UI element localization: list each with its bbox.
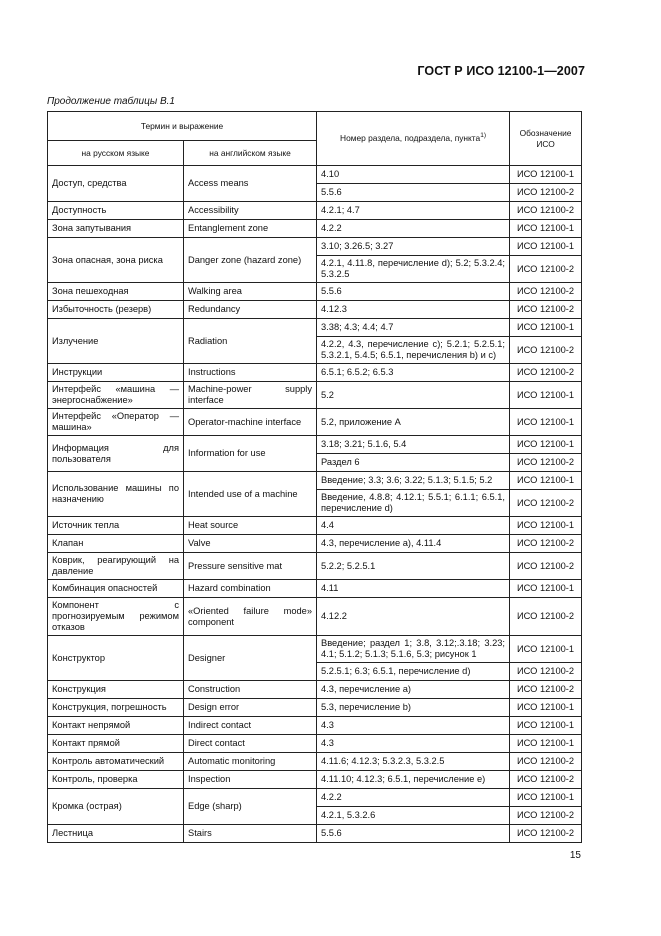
section-ref: 4.2.1; 4.7	[317, 202, 510, 220]
iso-designation: ИСО 12100-1	[510, 220, 582, 238]
section-ref: 5.5.6	[317, 825, 510, 843]
iso-designation: ИСО 12100-1	[510, 735, 582, 753]
table-row	[48, 789, 582, 807]
term-ru: Использование машины по назначению	[48, 472, 184, 517]
iso-designation: ИСО 12100-2	[510, 663, 582, 681]
term-en: Entanglement zone	[184, 220, 317, 238]
section-ref: 4.2.1, 5.3.2.6	[317, 807, 510, 825]
term-en: Access means	[184, 166, 317, 202]
section-ref: 5.2.5.1; 6.3; 6.5.1, перечисление d)	[317, 663, 510, 681]
table-row	[48, 166, 582, 184]
section-ref: 4.3, перечисление a), 4.11.4	[317, 535, 510, 553]
iso-designation: ИСО 12100-2	[510, 753, 582, 771]
term-ru: Информация для пользователя	[48, 436, 184, 472]
iso-designation: ИСО 12100-1	[510, 636, 582, 663]
table-row	[48, 319, 582, 337]
term-en: Stairs	[184, 825, 317, 843]
section-ref: Раздел 6	[317, 454, 510, 472]
iso-designation: ИСО 12100-1	[510, 580, 582, 598]
table-row	[48, 202, 582, 220]
section-ref: 4.12.3	[317, 301, 510, 319]
table-row	[48, 580, 582, 598]
section-ref: 4.2.2	[317, 220, 510, 238]
table-row	[48, 382, 582, 409]
section-ref: 5.5.6	[317, 184, 510, 202]
term-en: Pressure sensitive mat	[184, 553, 317, 580]
iso-designation: ИСО 12100-1	[510, 472, 582, 490]
term-en: Hazard combination	[184, 580, 317, 598]
section-ref: 3.18; 3.21; 5.1.6, 5.4	[317, 436, 510, 454]
iso-designation: ИСО 12100-1	[510, 436, 582, 454]
term-en: Redundancy	[184, 301, 317, 319]
header-en: на английском языке	[184, 141, 317, 166]
table-row	[48, 364, 582, 382]
table-row	[48, 825, 582, 843]
table-row	[48, 283, 582, 301]
term-en: Intended use of a machine	[184, 472, 317, 517]
document-title: ГОСТ Р ИСО 12100-1—2007	[417, 64, 585, 78]
iso-designation: ИСО 12100-2	[510, 202, 582, 220]
term-ru: Доступ, средства	[48, 166, 184, 202]
term-ru: Зона пешеходная	[48, 283, 184, 301]
term-en: Direct contact	[184, 735, 317, 753]
term-ru: Избыточность (резерв)	[48, 301, 184, 319]
iso-designation: ИСО 12100-1	[510, 789, 582, 807]
term-en: Indirect contact	[184, 717, 317, 735]
iso-designation: ИСО 12100-2	[510, 301, 582, 319]
iso-designation: ИСО 12100-2	[510, 535, 582, 553]
iso-designation: ИСО 12100-2	[510, 553, 582, 580]
section-ref: 4.3	[317, 717, 510, 735]
iso-designation: ИСО 12100-2	[510, 825, 582, 843]
section-ref: 4.2.1, 4.11.8, перечисление d); 5.2; 5.3.2.4; 5.3.2.5	[317, 256, 510, 283]
table-row	[48, 409, 582, 436]
iso-designation: ИСО 12100-2	[510, 807, 582, 825]
section-ref: 4.3	[317, 735, 510, 753]
iso-designation: ИСО 12100-2	[510, 490, 582, 517]
term-ru: Интерфейс «Оператор — машина»	[48, 409, 184, 436]
table-caption: Продолжение таблицы В.1	[47, 96, 175, 107]
term-ru: Компонент с прогнозируемым режимом отказов	[48, 598, 184, 636]
term-ru: Коврик, реагирующий на давление	[48, 553, 184, 580]
term-ru: Инструкции	[48, 364, 184, 382]
term-en: Design error	[184, 699, 317, 717]
term-en: Instructions	[184, 364, 317, 382]
term-en: Information for use	[184, 436, 317, 472]
term-ru: Доступность	[48, 202, 184, 220]
term-ru: Кромка (острая)	[48, 789, 184, 825]
section-ref: 5.2, приложение А	[317, 409, 510, 436]
header-section-footnote: 1)	[480, 132, 486, 140]
term-en: Danger zone (hazard zone)	[184, 238, 317, 283]
term-ru: Источник тепла	[48, 517, 184, 535]
section-ref: Введение; 3.3; 3.6; 3.22; 5.1.3; 5.1.5; 5.2	[317, 472, 510, 490]
iso-designation: ИСО 12100-1	[510, 699, 582, 717]
page-number: 15	[569, 850, 581, 861]
iso-designation: ИСО 12100-2	[510, 283, 582, 301]
table-row	[48, 517, 582, 535]
iso-designation: ИСО 12100-1	[510, 409, 582, 436]
term-ru: Конструкция, погрешность	[48, 699, 184, 717]
section-ref: 4.11.10; 4.12.3; 6.5.1, перечисление e)	[317, 771, 510, 789]
table-row	[48, 598, 582, 636]
iso-designation: ИСО 12100-2	[510, 598, 582, 636]
section-ref: 3.10; 3.26.5; 3.27	[317, 238, 510, 256]
term-ru: Зона запутывания	[48, 220, 184, 238]
section-ref: 3.38; 4.3; 4.4; 4.7	[317, 319, 510, 337]
term-en: Radiation	[184, 319, 317, 364]
term-en: Valve	[184, 535, 317, 553]
iso-designation: ИСО 12100-1	[510, 717, 582, 735]
table-row	[48, 753, 582, 771]
iso-designation: ИСО 12100-1	[510, 517, 582, 535]
table-row	[48, 238, 582, 256]
terms-table	[47, 111, 582, 843]
term-en: Heat source	[184, 517, 317, 535]
section-ref: Введение, 4.8.8; 4.12.1; 5.5.1; 6.1.1; 6.5.1, перечисление d)	[317, 490, 510, 517]
term-en: Machine-power supply interface	[184, 382, 317, 409]
term-en: Designer	[184, 636, 317, 681]
section-ref: Введение; раздел 1; 3.8, 3.12;.3.18; 3.23; 4.1; 5.1.2; 5.1.3; 5.1.6, 5.3; рисунок 1	[317, 636, 510, 663]
iso-designation: ИСО 12100-2	[510, 364, 582, 382]
iso-designation: ИСО 12100-1	[510, 166, 582, 184]
term-ru: Контакт прямой	[48, 735, 184, 753]
section-ref: 4.2.2	[317, 789, 510, 807]
header-section: Номер раздела, подраздела, пункта$^{1)}$	[317, 112, 510, 166]
section-ref: 5.3, перечисление b)	[317, 699, 510, 717]
table-row	[48, 535, 582, 553]
table-row	[48, 220, 582, 238]
section-ref: 6.5.1; 6.5.2; 6.5.3	[317, 364, 510, 382]
table-row	[48, 681, 582, 699]
term-ru: Лестница	[48, 825, 184, 843]
term-ru: Комбинация опасностей	[48, 580, 184, 598]
section-ref: 5.2.2; 5.2.5.1	[317, 553, 510, 580]
header-iso: Обозначение ИСО	[510, 112, 582, 166]
term-ru: Конструктор	[48, 636, 184, 681]
table-row	[48, 636, 582, 663]
table-row	[48, 436, 582, 454]
iso-designation: ИСО 12100-2	[510, 454, 582, 472]
term-en: Accessibility	[184, 202, 317, 220]
term-en: Operator-machine interface	[184, 409, 317, 436]
iso-designation: ИСО 12100-1	[510, 238, 582, 256]
header-term-group: Термин и выражение	[48, 112, 317, 141]
section-ref: 4.10	[317, 166, 510, 184]
term-en: Walking area	[184, 283, 317, 301]
section-ref: 5.5.6	[317, 283, 510, 301]
section-ref: 4.11.6; 4.12.3; 5.3.2.3, 5.3.2.5	[317, 753, 510, 771]
iso-designation: ИСО 12100-2	[510, 681, 582, 699]
section-ref: 4.12.2	[317, 598, 510, 636]
section-ref: 4.3, перечисление a)	[317, 681, 510, 699]
section-ref: 4.11	[317, 580, 510, 598]
term-en: «Oriented failure mode» component	[184, 598, 317, 636]
header-ru: на русском языке	[48, 141, 184, 166]
table-row	[48, 472, 582, 490]
iso-designation: ИСО 12100-2	[510, 256, 582, 283]
term-ru: Зона опасная, зона риска	[48, 238, 184, 283]
iso-designation: ИСО 12100-2	[510, 184, 582, 202]
term-ru: Интерфейс «машина — энергоснабжение»	[48, 382, 184, 409]
iso-designation: ИСО 12100-1	[510, 382, 582, 409]
table-row	[48, 771, 582, 789]
table-row	[48, 553, 582, 580]
term-ru: Контроль, проверка	[48, 771, 184, 789]
table-row	[48, 301, 582, 319]
iso-designation: ИСО 12100-2	[510, 337, 582, 364]
table-row	[48, 699, 582, 717]
term-ru: Конструкция	[48, 681, 184, 699]
section-ref: 5.2	[317, 382, 510, 409]
term-ru: Клапан	[48, 535, 184, 553]
iso-designation: ИСО 12100-2	[510, 771, 582, 789]
term-ru: Излучение	[48, 319, 184, 364]
iso-designation: ИСО 12100-1	[510, 319, 582, 337]
section-ref: 4.2.2, 4.3, перечисление c); 5.2.1; 5.2.5.1; 5.3.2.1, 5.4.5; 6.5.1, перечисления b) и c)	[317, 337, 510, 364]
term-ru: Контакт непрямой	[48, 717, 184, 735]
term-en: Inspection	[184, 771, 317, 789]
term-en: Automatic monitoring	[184, 753, 317, 771]
table-row	[48, 735, 582, 753]
term-ru: Контроль автоматический	[48, 753, 184, 771]
section-ref: 4.4	[317, 517, 510, 535]
term-en: Construction	[184, 681, 317, 699]
table-row	[48, 717, 582, 735]
term-en: Edge (sharp)	[184, 789, 317, 825]
